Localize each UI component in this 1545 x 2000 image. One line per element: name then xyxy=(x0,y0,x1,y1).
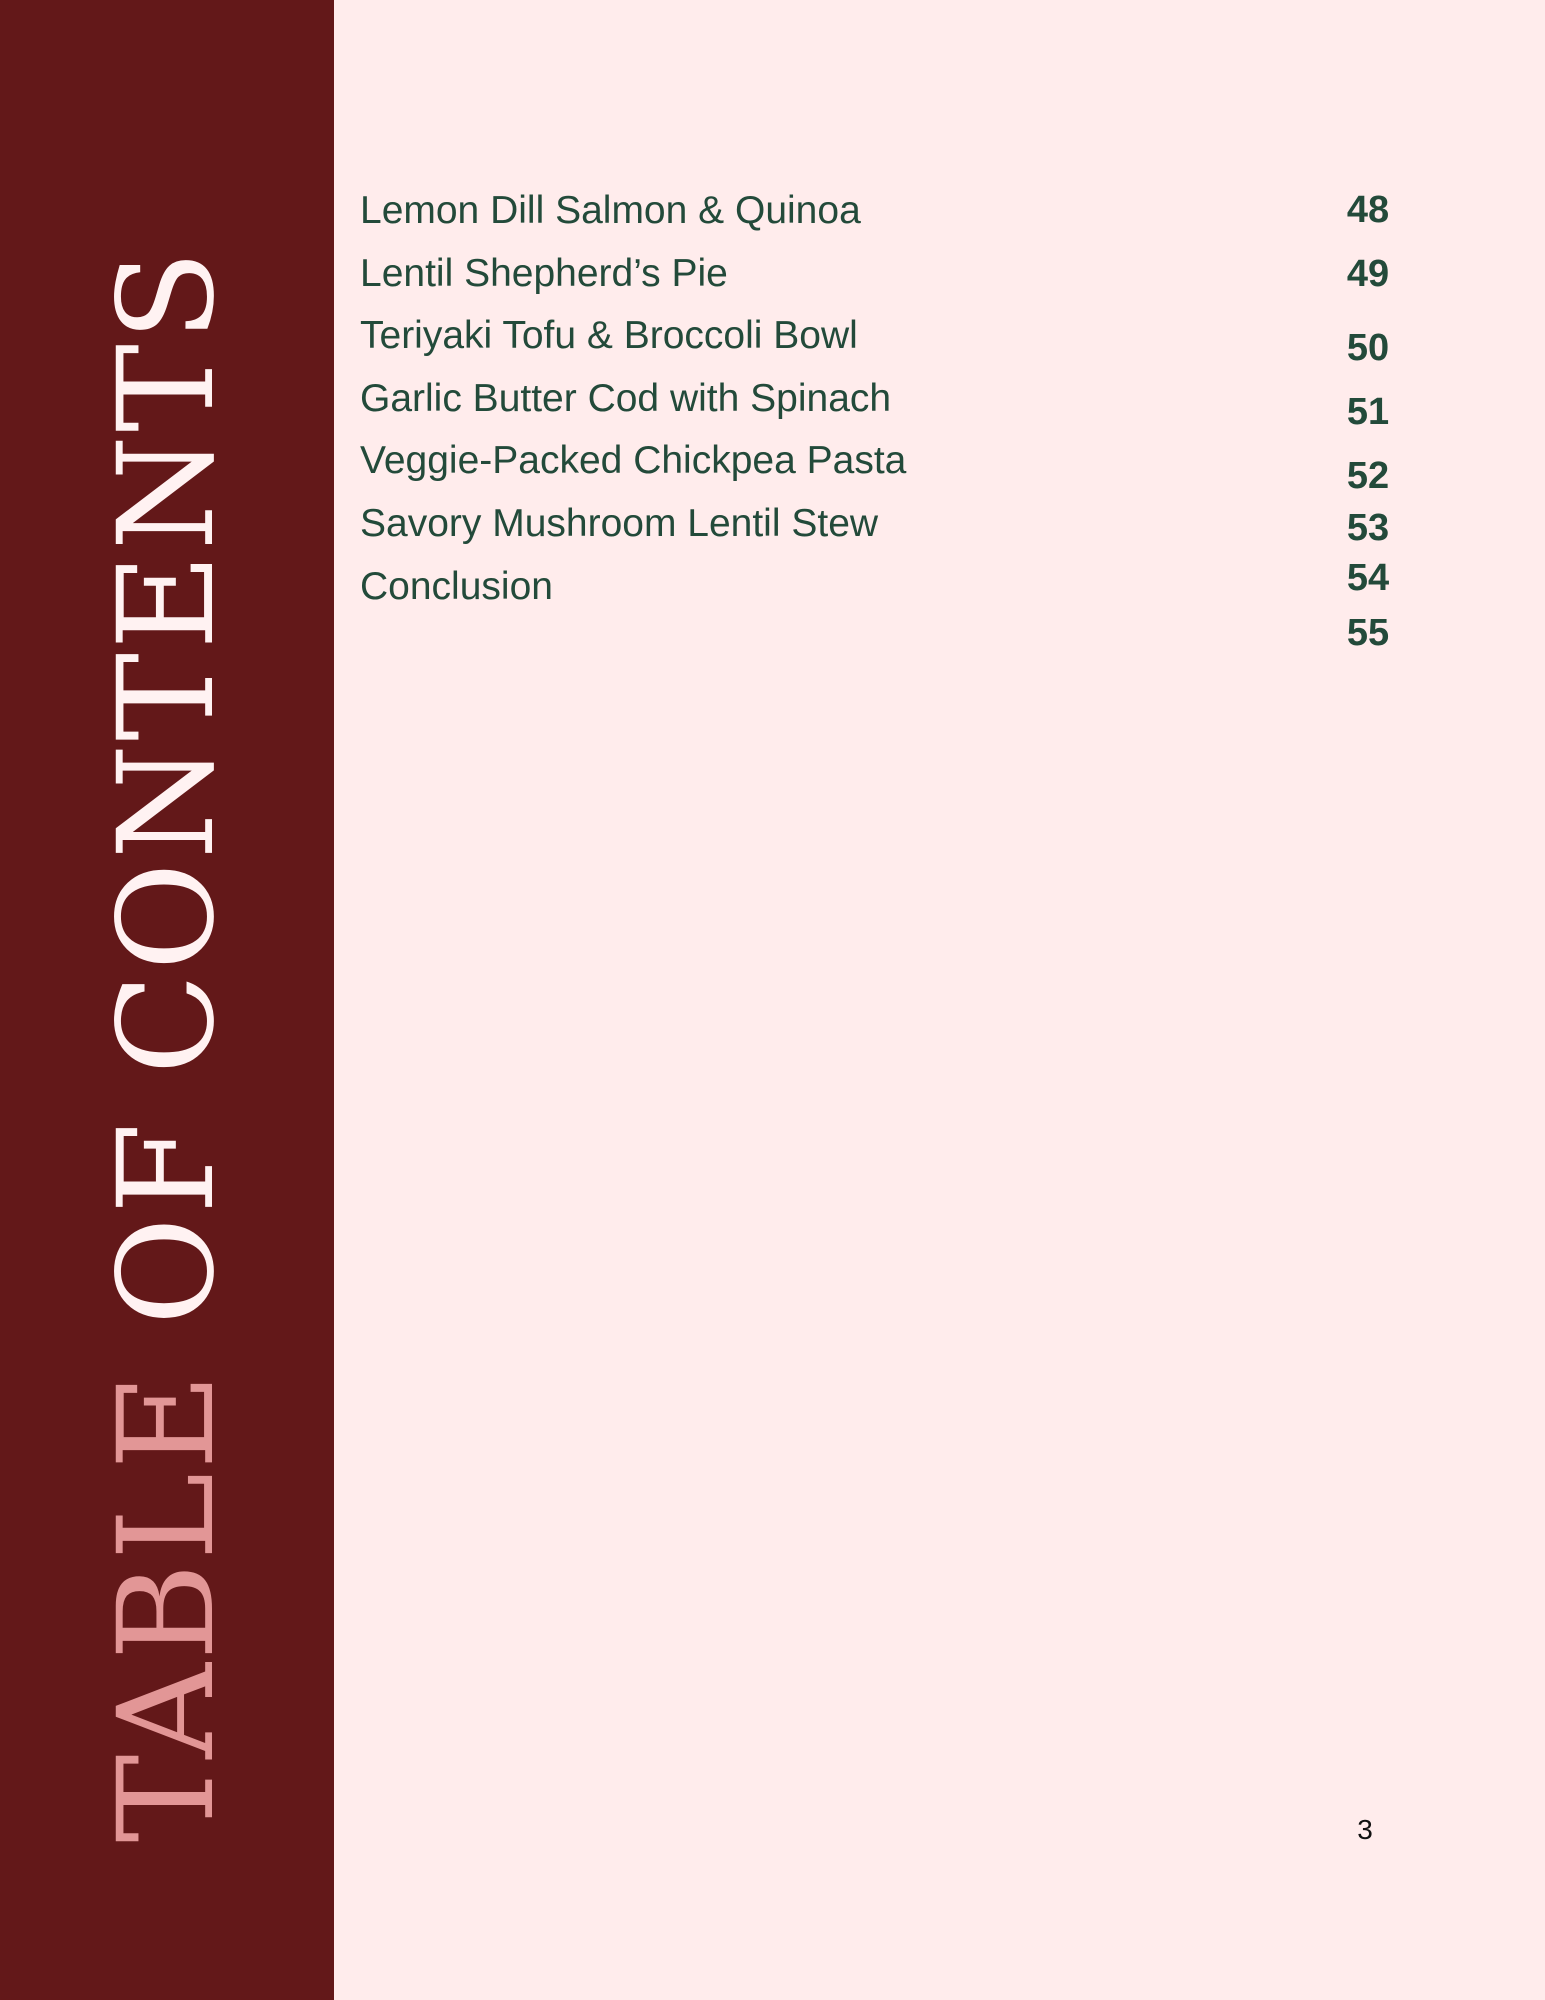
toc-title-of-contents-text: OF CONTENTS xyxy=(90,247,244,1326)
toc-page-number: 49 xyxy=(1346,253,1390,295)
page-folio: 3 xyxy=(1357,1814,1373,1845)
toc-page-number: 55 xyxy=(1346,612,1390,654)
sidebar xyxy=(0,0,334,2000)
toc-entry-teriyaki-tofu[interactable]: Teriyaki Tofu & Broccoli Bowl xyxy=(360,314,858,358)
toc-entry-lemon-dill-salmon[interactable]: Lemon Dill Salmon & Quinoa xyxy=(360,189,861,232)
toc-page-number: 48 xyxy=(1346,189,1390,231)
toc-page-number: 52 xyxy=(1346,455,1390,497)
toc-entry-conclusion[interactable]: Conclusion xyxy=(360,564,553,608)
toc-entry-lentil-shepherds-pie[interactable]: Lentil Shepherd’s Pie xyxy=(360,251,728,295)
toc-page-number: 54 xyxy=(1346,557,1390,599)
toc-title-of-contents xyxy=(90,247,244,1371)
toc-page-number: 50 xyxy=(1346,327,1390,369)
toc-page-number: 51 xyxy=(1346,391,1390,433)
toc-title xyxy=(90,155,244,1935)
toc-page-number: 53 xyxy=(1346,507,1390,549)
toc-entry-chickpea-pasta[interactable]: Veggie-Packed Chickpea Pasta xyxy=(360,439,907,483)
toc-entry-mushroom-lentil-stew[interactable]: Savory Mushroom Lentil Stew xyxy=(360,501,879,545)
toc-title-table: TABLE xyxy=(90,1370,244,1843)
toc-list xyxy=(360,180,940,618)
toc-entry-garlic-butter-cod[interactable]: Garlic Butter Cod with Spinach xyxy=(360,376,892,420)
